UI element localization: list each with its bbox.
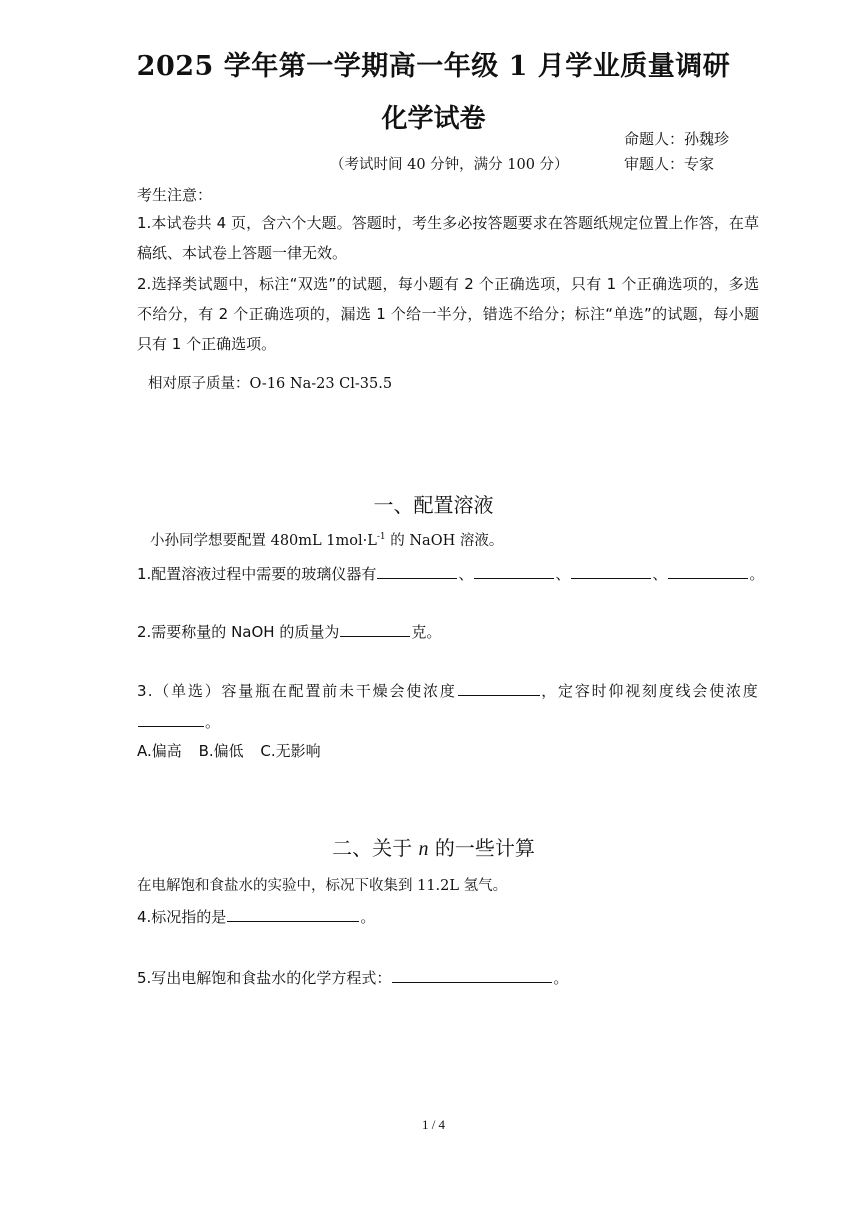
question-3: [137, 676, 759, 738]
section-2-intro: 在电解饱和食盐水的实验中，标况下收集到 11.2L 氢气。: [137, 878, 508, 894]
variable-n: n: [418, 838, 429, 860]
separator: 、: [458, 565, 474, 583]
exam-subtitle: 化学试卷: [381, 104, 486, 134]
question-5: [137, 967, 568, 988]
option-a: A.偏高: [137, 742, 182, 760]
question-1-text: 1.配置溶液过程中需要的玻璃仪器有: [137, 565, 377, 583]
answer-blank[interactable]: [668, 563, 748, 579]
period: 。: [749, 565, 765, 583]
period: 。: [205, 713, 222, 731]
section-2-title-text: 二、关于: [332, 836, 419, 860]
answer-blank[interactable]: [340, 621, 410, 637]
period: 。: [553, 969, 569, 987]
section-2-title-text-end: 的一些计算: [428, 836, 535, 860]
answer-blank[interactable]: [138, 711, 204, 727]
exam-title: 2025 学年第一学期高一年级 1 月学业质量调研: [136, 51, 731, 82]
section-1-title: 一、配置溶液: [373, 493, 494, 517]
notice-item-2: 2.选择类试题中，标注“双选”的试题，每小题有 2 个正确选项，只有 1 个正确选项的，多选不给分，有 2 个正确选项的，漏选 1 个给一半分，错选不给分；标注“单选”的试题，每小题只有 1 个正确选项。: [137, 275, 759, 353]
answer-blank[interactable]: [474, 563, 554, 579]
question-4: [137, 906, 375, 927]
page-number: 1 / 4: [421, 1117, 446, 1132]
question-1: [137, 563, 764, 584]
question-2-end: 克。: [411, 623, 442, 641]
exam-info: （考试时间 40 分钟，满分 100 分）: [330, 157, 569, 173]
intro-text: 小孙同学想要配置 480mL 1mol·L: [150, 533, 377, 549]
intro-superscript: -1: [376, 532, 386, 543]
answer-blank[interactable]: [458, 680, 540, 696]
answer-blank[interactable]: [392, 967, 552, 983]
question-2: [137, 621, 441, 642]
atomic-masses: 相对原子质量：O-16 Na-23 Cl-35.5: [148, 376, 393, 392]
section-2-title: [0, 832, 867, 861]
question-3-text: 3.（单选）容量瓶在配置前未干燥会使浓度: [137, 682, 457, 700]
separator: 、: [555, 565, 571, 583]
separator: 、: [652, 565, 668, 583]
setter-line: 命题人：孙魏珍: [624, 130, 730, 148]
question-3-options: [137, 740, 333, 761]
section-1-intro: [150, 529, 503, 550]
answer-blank[interactable]: [377, 563, 457, 579]
answer-blank[interactable]: [227, 906, 359, 922]
option-c: C.无影响: [260, 742, 321, 760]
intro-text-end: 的 NaOH 溶液。: [385, 533, 504, 549]
answer-blank[interactable]: [571, 563, 651, 579]
notice-heading: 考生注意：: [137, 186, 213, 204]
period: 。: [360, 908, 376, 926]
option-b: B.偏低: [198, 742, 244, 760]
question-4-text: 4.标况指的是: [137, 908, 227, 926]
notice-item-1: 1.本试卷共 4 页，含六个大题。答题时，考生多必按答题要求在答题纸规定位置上作答，在草稿纸、本试卷上答题一律无效。: [137, 214, 759, 262]
question-3-text-b: ，定容时仰视刻度线会使浓度: [540, 682, 759, 700]
question-2-text: 2.需要称量的 NaOH 的质量为: [137, 623, 340, 641]
reviewer-line: 审题人：专家: [624, 155, 715, 173]
question-5-text: 5.写出电解饱和食盐水的化学方程式：: [137, 969, 392, 987]
